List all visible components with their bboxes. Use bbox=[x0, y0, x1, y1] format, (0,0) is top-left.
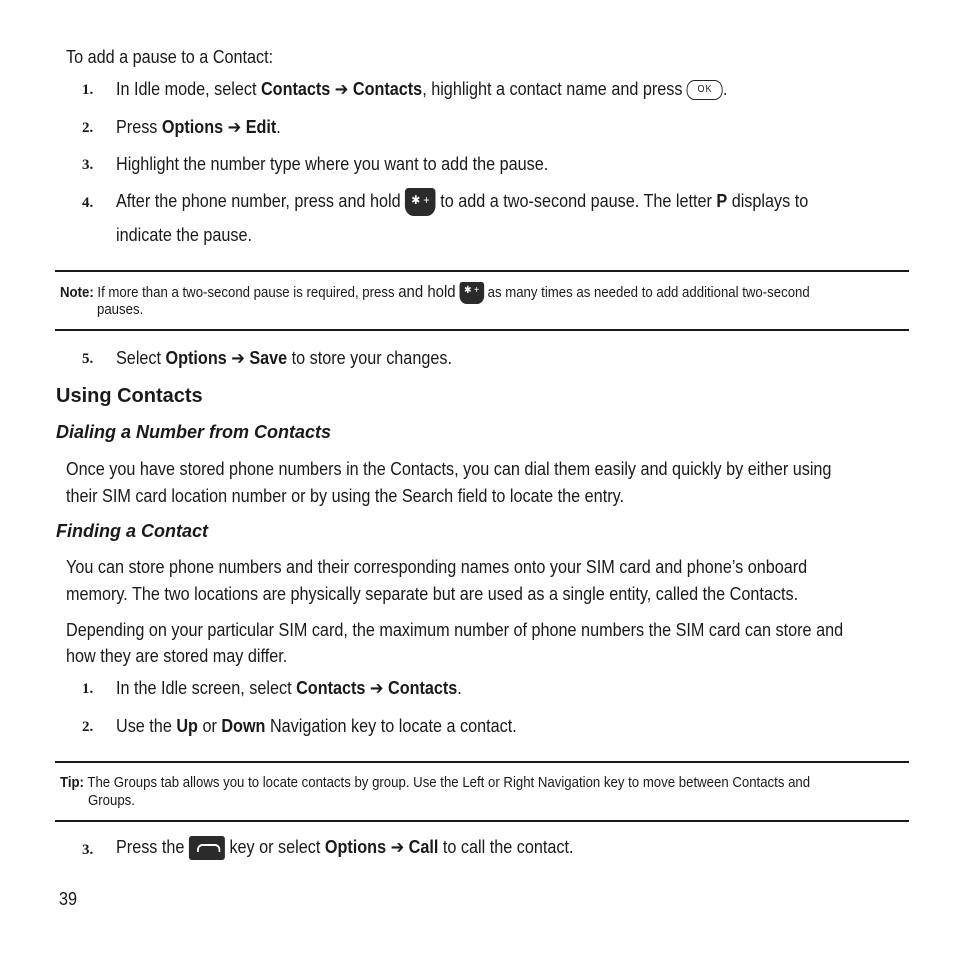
step-number: 1. bbox=[82, 681, 94, 697]
note-bottom-rule bbox=[55, 329, 909, 331]
dialing-paragraph-line2: their SIM card location number or by using the Search field to locate the entry. bbox=[66, 486, 624, 506]
star-key-icon: ✱ + bbox=[459, 282, 484, 304]
step-number: 2. bbox=[82, 120, 94, 136]
page-number: 39 bbox=[59, 889, 78, 909]
step-number: 4. bbox=[82, 195, 94, 211]
step-5-text: Select Options ➔ Save to store your changes. bbox=[116, 348, 452, 368]
tip-top-rule bbox=[55, 761, 909, 763]
step-1-text: In Idle mode, select Contacts ➔ Contacts, highlight a contact name and press OK . bbox=[116, 79, 728, 99]
step-number: 5. bbox=[82, 351, 94, 367]
step-3-text: Highlight the number type where you want to add the pause. bbox=[116, 154, 549, 174]
find-step-3-text: Press the key or select Options ➔ Call to call the contact. bbox=[116, 836, 573, 860]
step-number: 3. bbox=[82, 842, 94, 858]
dialing-paragraph-line1: Once you have stored phone numbers in the Contacts, you can dial them easily and quickly by either using bbox=[66, 459, 832, 479]
subsection-title-finding: Finding a Contact bbox=[56, 521, 208, 541]
tip-text-line2: Groups. bbox=[88, 792, 135, 809]
intro-text: To add a pause to a Contact: bbox=[66, 47, 274, 67]
sim-paragraph-line2: how they are stored may differ. bbox=[66, 646, 288, 666]
step-4-text-line2: indicate the pause. bbox=[116, 225, 253, 245]
section-title: Using Contacts bbox=[56, 385, 203, 407]
tip-bottom-rule bbox=[55, 820, 909, 822]
sim-paragraph-line1: Depending on your particular SIM card, the maximum number of phone numbers the SIM card can store and bbox=[66, 620, 844, 640]
call-key-icon bbox=[189, 836, 225, 860]
step-2-text: Press Options ➔ Edit. bbox=[116, 117, 281, 137]
step-number: 3. bbox=[82, 157, 94, 173]
star-key-icon: ✱ + bbox=[405, 188, 436, 216]
note-top-rule bbox=[55, 270, 909, 272]
step-4-text: After the phone number, press and hold ✱ + to add a two-second pause. The letter P displays to bbox=[116, 188, 808, 216]
step-number: 1. bbox=[82, 82, 94, 98]
subsection-title-dialing: Dialing a Number from Contacts bbox=[56, 422, 332, 442]
step-number: 2. bbox=[82, 719, 94, 735]
note-text: Note: If more than a two-second pause is required, press and hold ✱ + as many times as needed to add additional two-second bbox=[60, 282, 810, 304]
finding-paragraph-line2: memory. The two locations are physically separate but are used as a single entity, called the Contacts. bbox=[66, 584, 799, 604]
note-text-line2: pauses. bbox=[97, 301, 144, 318]
find-step-1-text: In the Idle screen, select Contacts ➔ Contacts. bbox=[116, 678, 462, 698]
find-step-2-text: Use the Up or Down Navigation key to locate a contact. bbox=[116, 716, 517, 736]
tip-text: Tip: The Groups tab allows you to locate contacts by group. Use the Left or Right Navigation key to move between Contacts and bbox=[60, 774, 811, 791]
ok-key-icon: OK bbox=[687, 80, 723, 100]
finding-paragraph-line1: You can store phone numbers and their corresponding names onto your SIM card and phone’s onboard bbox=[66, 557, 808, 577]
